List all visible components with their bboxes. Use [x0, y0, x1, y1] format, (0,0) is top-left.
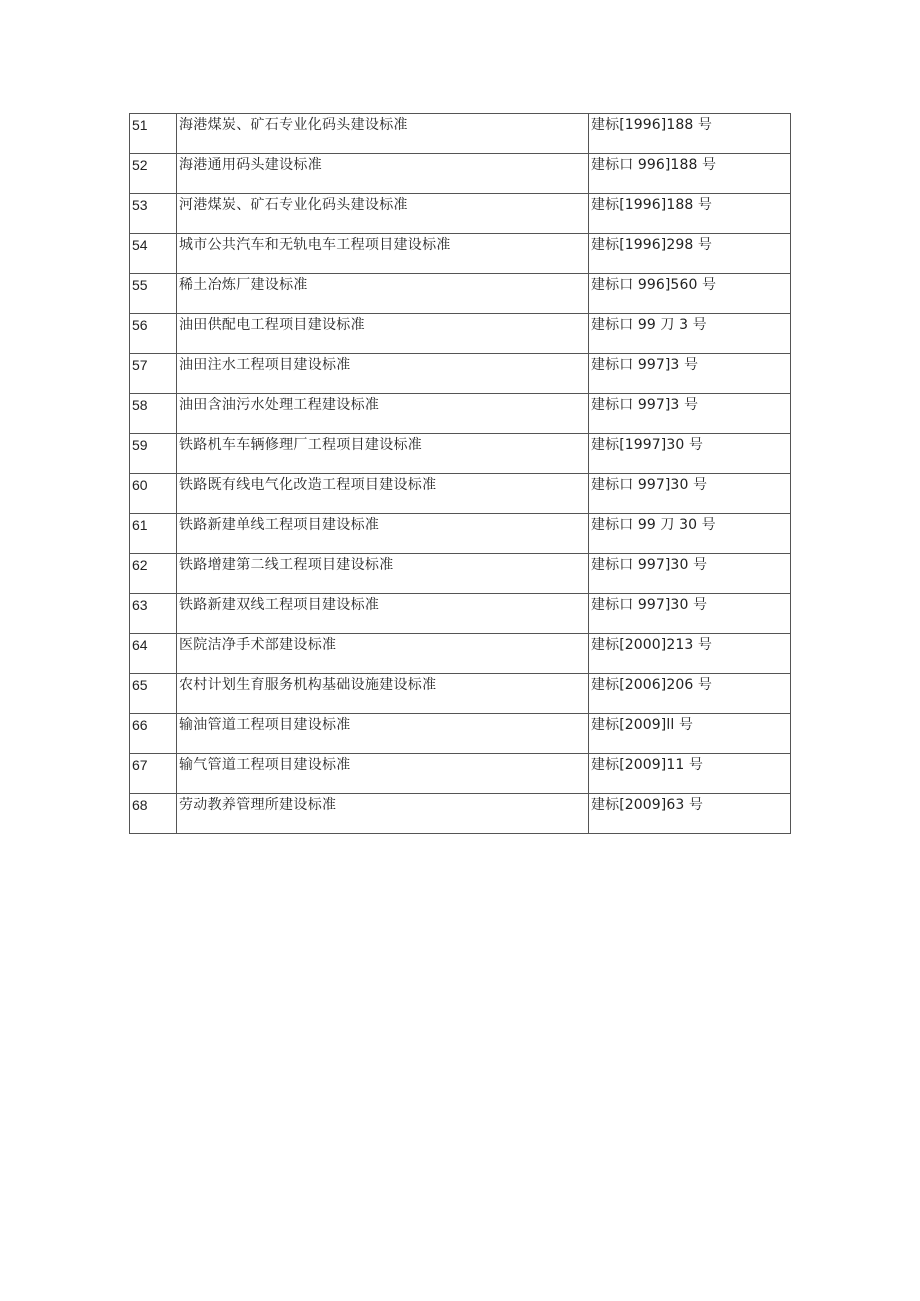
standards-table [129, 113, 791, 834]
document-number: 建标[2009]11 号 [589, 754, 791, 794]
document-number: 建标口 996]560 号 [589, 274, 791, 314]
document-number: 建标口 99 刀 30 号 [589, 514, 791, 554]
document-number: 建标[2009]63 号 [589, 794, 791, 834]
table-row [130, 114, 791, 154]
document-number: 建标[1996]188 号 [589, 194, 791, 234]
table-row [130, 354, 791, 394]
row-number: 52 [130, 154, 177, 194]
row-number: 57 [130, 354, 177, 394]
standard-name: 铁路既有线电气化改造工程项目建设标准 [177, 474, 589, 514]
document-number: 建标口 997]3 号 [589, 394, 791, 434]
table-row [130, 154, 791, 194]
standard-name: 铁路新建单线工程项目建设标准 [177, 514, 589, 554]
standard-name: 城市公共汽车和无轨电车工程项目建设标准 [177, 234, 589, 274]
row-number: 68 [130, 794, 177, 834]
row-number: 60 [130, 474, 177, 514]
table-row [130, 674, 791, 714]
document-number: 建标[2000]213 号 [589, 634, 791, 674]
table-row [130, 554, 791, 594]
row-number: 55 [130, 274, 177, 314]
row-number: 58 [130, 394, 177, 434]
standard-name: 稀土冶炼厂建设标准 [177, 274, 589, 314]
row-number: 67 [130, 754, 177, 794]
standard-name: 医院洁净手术部建设标准 [177, 634, 589, 674]
standard-name: 油田含油污水处理工程建设标准 [177, 394, 589, 434]
table-row [130, 194, 791, 234]
row-number: 51 [130, 114, 177, 154]
row-number: 62 [130, 554, 177, 594]
table-row [130, 434, 791, 474]
document-number: 建标[1997]30 号 [589, 434, 791, 474]
row-number: 64 [130, 634, 177, 674]
standard-name: 输气管道工程项目建设标准 [177, 754, 589, 794]
document-number: 建标口 997]3 号 [589, 354, 791, 394]
standard-name: 铁路增建第二线工程项目建设标准 [177, 554, 589, 594]
table-row [130, 634, 791, 674]
document-number: 建标口 99 刀 3 号 [589, 314, 791, 354]
table-row [130, 754, 791, 794]
document-number: 建标[2009]ll 号 [589, 714, 791, 754]
table-body [130, 114, 791, 834]
table-row [130, 514, 791, 554]
row-number: 54 [130, 234, 177, 274]
document-number: 建标口 997]30 号 [589, 554, 791, 594]
table-row [130, 714, 791, 754]
row-number: 61 [130, 514, 177, 554]
standard-name: 海港煤炭、矿石专业化码头建设标准 [177, 114, 589, 154]
table-row [130, 474, 791, 514]
row-number: 59 [130, 434, 177, 474]
row-number: 66 [130, 714, 177, 754]
standard-name: 油田注水工程项目建设标准 [177, 354, 589, 394]
row-number: 63 [130, 594, 177, 634]
standard-name: 油田供配电工程项目建设标准 [177, 314, 589, 354]
table-row [130, 394, 791, 434]
document-number: 建标[1996]298 号 [589, 234, 791, 274]
standard-name: 海港通用码头建设标准 [177, 154, 589, 194]
table-row [130, 314, 791, 354]
table-row [130, 274, 791, 314]
document-number: 建标[1996]188 号 [589, 114, 791, 154]
standard-name: 输油管道工程项目建设标准 [177, 714, 589, 754]
row-number: 56 [130, 314, 177, 354]
document-number: 建标口 997]30 号 [589, 594, 791, 634]
document-number: 建标[2006]206 号 [589, 674, 791, 714]
standard-name: 农村计划生育服务机构基础设施建设标准 [177, 674, 589, 714]
document-number: 建标口 996]188 号 [589, 154, 791, 194]
standard-name: 河港煤炭、矿石专业化码头建设标准 [177, 194, 589, 234]
standard-name: 铁路新建双线工程项目建设标准 [177, 594, 589, 634]
standard-name: 铁路机车车辆修理厂工程项目建设标准 [177, 434, 589, 474]
table-row [130, 794, 791, 834]
table-row [130, 234, 791, 274]
standard-name: 劳动教养管理所建设标准 [177, 794, 589, 834]
table-row [130, 594, 791, 634]
row-number: 65 [130, 674, 177, 714]
row-number: 53 [130, 194, 177, 234]
document-number: 建标口 997]30 号 [589, 474, 791, 514]
